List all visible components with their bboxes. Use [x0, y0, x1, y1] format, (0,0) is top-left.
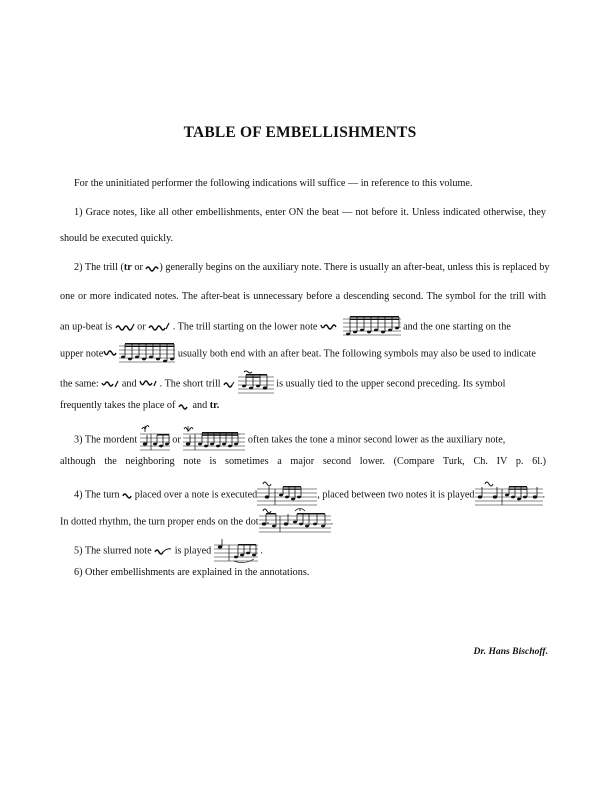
- music-example-turn-over-note: [257, 481, 317, 507]
- trill-upbeat-alt-icon: [148, 323, 170, 331]
- p2-text: an up-beat is: [60, 321, 113, 333]
- p4-text: , placed between two notes it is played: [317, 489, 475, 501]
- p5-text: is played: [174, 545, 212, 557]
- paragraph-1-line-2: should be executed quickly.: [60, 233, 174, 244]
- p4-text: 4) The turn: [74, 489, 120, 501]
- p2-text: is usually tied to the upper second preceding. Its symbol: [276, 378, 506, 390]
- p3-text: 3) The mordent: [74, 434, 138, 446]
- intro-text: For the uninitiated performer the following indications will suffice — in reference to this volume.: [74, 178, 473, 189]
- music-example-double-mordent: [183, 426, 245, 452]
- paragraph-6: 6) Other embellishments are explained in the annotations.: [74, 567, 310, 578]
- p2-text: frequently takes the place of: [60, 400, 176, 411]
- paragraph-1-line-1: 1) Grace notes, like all other embellishments, enter ON the beat — not before it. Unless indicated otherwise, they: [74, 207, 546, 218]
- p5-text: .: [260, 545, 263, 557]
- music-example-mordent: [140, 426, 170, 452]
- p2-text: upper note: [60, 348, 104, 360]
- p2-text: usually both end with an after beat. The following symbols may also be used to indicate: [177, 348, 536, 360]
- trill-tr-symbol: tr: [123, 262, 132, 273]
- trill-variant-b-icon: [139, 380, 157, 388]
- paragraph-3-line-2: although the neighboring note is sometimes a major second lower. (Compare Turk, Ch. IV p. 6l.): [60, 456, 546, 467]
- short-trill-wavy-icon: [178, 403, 190, 409]
- paragraph-4-line-1: [74, 482, 546, 508]
- trill-lower-start-icon: [320, 323, 340, 331]
- signature: Dr. Hans Bischoff.: [473, 646, 548, 657]
- paragraph-2-line-6: [60, 399, 546, 413]
- p2-text: and the one starting on the: [403, 321, 511, 333]
- paragraph-4-line-2: [60, 509, 546, 535]
- paragraph-2-line-4: [60, 343, 546, 365]
- paragraph-2-line-3: [60, 316, 546, 338]
- paragraph-5-line-1: [74, 538, 546, 564]
- p3-text: often takes the tone a minor second lower as the auxiliary note,: [247, 434, 506, 446]
- short-trill-icon: [223, 380, 235, 388]
- p2-text: and: [121, 378, 137, 390]
- paragraph-2-line-5: [60, 372, 546, 396]
- music-example-slurred-note: [214, 537, 258, 563]
- music-example-trill-lower-note: [343, 315, 401, 337]
- music-example-trill-upper-note: [119, 342, 175, 364]
- p2-text: 2) The trill (: [74, 262, 124, 273]
- p5-text: 5) The slurred note: [74, 545, 152, 557]
- music-example-turn-between-notes: [475, 481, 543, 507]
- p2-text: ) generally begins on the auxiliary note. There is usually an after-beat, unless this is replaced by: [159, 262, 550, 273]
- turn-icon: [122, 492, 132, 498]
- p4-text: In dotted rhythm, the turn proper ends on the dot: [60, 516, 259, 528]
- trill-upbeat-icon: [115, 323, 135, 331]
- p2-text: the same:: [60, 378, 99, 390]
- p4-text: .: [542, 489, 546, 501]
- slurred-note-icon: [154, 547, 172, 555]
- music-example-short-trill: [238, 371, 274, 395]
- p3-text: or: [172, 434, 181, 446]
- page-title: TABLE OF EMBELLISHMENTS: [183, 124, 417, 141]
- music-example-turn-dotted-rhythm: [259, 508, 331, 534]
- paragraph-3-line-1: [74, 427, 546, 453]
- p2-text: or: [137, 321, 146, 333]
- p2-text: . The short trill: [159, 378, 221, 390]
- p2-text: . The trill starting on the lower note: [172, 321, 318, 333]
- paragraph-2-line-2: one or more indicated notes. The after-beat is unnecessary before a descending second. The symbol for the trill with: [60, 291, 546, 302]
- p4-text: placed over a note is executed: [134, 489, 258, 501]
- p4-text: .: [330, 516, 334, 528]
- trill-wavy-icon: [145, 265, 159, 271]
- trill-upper-start-icon: [103, 350, 119, 358]
- trill-variant-a-icon: [101, 380, 119, 388]
- p2-text: and: [192, 400, 208, 411]
- p2-text: or: [131, 262, 146, 273]
- trill-tr-symbol: tr.: [209, 400, 220, 411]
- paragraph-2-line-1: [74, 261, 550, 275]
